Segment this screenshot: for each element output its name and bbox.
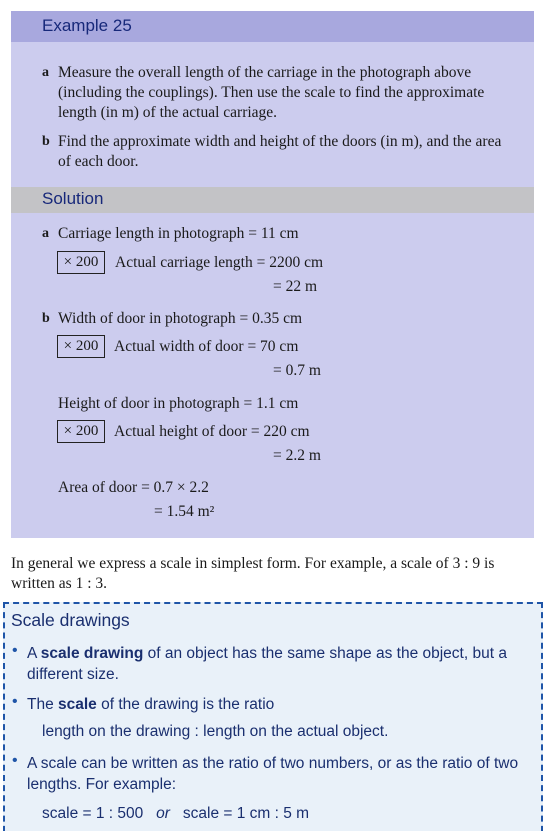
multiply-box-b1: × 200 <box>57 335 105 358</box>
bullet-2: • <box>12 693 18 710</box>
bullet-3: • <box>12 752 18 769</box>
solution-b-line6: = 2.2 m <box>273 447 321 464</box>
question-b-text: Find the approximate width and height of the doors (in m), and the area of each door. <box>58 133 502 170</box>
solution-a-line3: = 22 m <box>273 278 318 295</box>
question-a-label: a <box>42 65 49 80</box>
term-scale-drawing: scale drawing <box>40 645 144 662</box>
bullet-1: • <box>12 642 18 659</box>
general-text: In general we express a scale in simplest form. For example, a scale of 3 : 9 is written as 1 : 3. <box>11 555 495 592</box>
solution-title: Solution <box>42 189 104 208</box>
multiply-box-a: × 200 <box>57 251 105 274</box>
solution-b-line3: = 0.7 m <box>273 362 321 379</box>
scale-examples: scale = 1 : 500 or scale = 1 cm : 5 m <box>42 805 310 822</box>
question-a-text: Measure the overall length of the carriage in the photograph above (including the couplings). Then use the scale to find the approximate length (in m) of the actual carriage. <box>58 64 485 121</box>
bullet-text-1: A scale drawing of an object has the same shape as the object, but a different size. <box>27 645 507 683</box>
solution-a-line2: Actual carriage length = 2200 cm <box>115 254 324 271</box>
ratio-definition: length on the drawing : length on the actual object. <box>42 723 389 740</box>
solution-b-label: b <box>42 311 50 326</box>
example-title: Example 25 <box>42 16 132 35</box>
solution-b-line1: Width of door in photograph = 0.35 cm <box>58 310 303 327</box>
solution-area-line1: Area of door = 0.7 × 2.2 <box>58 479 209 496</box>
question-b-label: b <box>42 134 50 149</box>
scale-drawings-box <box>3 602 543 831</box>
multiply-box-b2: × 200 <box>57 420 105 443</box>
solution-b-line2: Actual width of door = 70 cm <box>114 338 299 355</box>
solution-a-label: a <box>42 226 49 241</box>
solution-b-line5: Actual height of door = 220 cm <box>114 423 310 440</box>
example-header <box>11 11 534 42</box>
bullet-text-2: The scale of the drawing is the ratio <box>27 696 275 713</box>
term-scale: scale <box>58 696 97 713</box>
example-box <box>11 11 534 538</box>
solution-header <box>11 187 534 213</box>
solution-a-line1: Carriage length in photograph = 11 cm <box>58 225 299 242</box>
solution-b-line4: Height of door in photograph = 1.1 cm <box>58 395 299 412</box>
solution-area-line2: = 1.54 m² <box>154 503 215 520</box>
bullet-text-3: A scale can be written as the ratio of two numbers, or as the ratio of two lengths. For example: <box>27 755 519 793</box>
scale-drawings-title: Scale drawings <box>11 610 130 630</box>
